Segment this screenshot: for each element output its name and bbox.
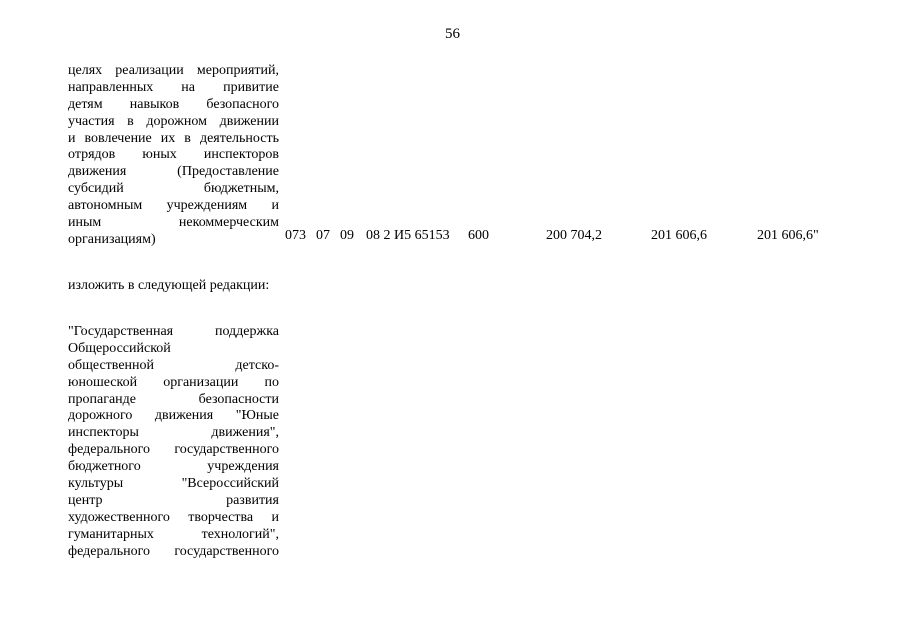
text-line: федерального государственного — [68, 442, 279, 458]
subsection-code-cell: 09 — [340, 228, 354, 243]
text-line: "Государственная поддержка — [68, 324, 279, 339]
text-line: направленных на привитие — [68, 79, 279, 95]
amount-cell: 200 704,2 — [546, 228, 602, 243]
amount-cell: 201 606,6 — [651, 228, 707, 243]
section-code-cell: 07 — [316, 228, 330, 243]
text-line: автономным учреждениям и — [68, 198, 279, 214]
text-line: центр развития — [68, 492, 279, 508]
text-line: целях реализации мероприятий, — [68, 63, 279, 78]
row2-name-cell — [68, 324, 279, 560]
text-line: юношеской организации по — [68, 374, 279, 390]
text-line: и вовлечение их в деятельность — [68, 130, 279, 146]
text-line: отрядов юных инспекторов — [68, 147, 279, 163]
text-line: Общероссийской — [68, 340, 171, 356]
text-line: художественного творчества и — [68, 509, 279, 525]
text-line: организациям) — [68, 231, 156, 247]
text-line: дорожного движения "Юные — [68, 408, 279, 424]
text-line: субсидий бюджетным, — [68, 181, 279, 197]
text-line: культуры "Всероссийский — [68, 476, 279, 492]
text-line: иным некоммерческим — [68, 215, 279, 231]
text-line: инспекторы движения", — [68, 425, 279, 441]
text-line: пропаганде безопасности — [68, 391, 279, 407]
row1-name-cell — [68, 63, 279, 249]
expense-type-cell: 600 — [468, 228, 489, 243]
amount-cell: 201 606,6" — [757, 228, 819, 243]
text-line: участия в дорожном движении — [68, 113, 279, 129]
page-number: 56 — [445, 26, 460, 42]
instruction-text: изложить в следующей редакции: — [68, 278, 270, 293]
text-line: бюджетного учреждения — [68, 459, 279, 475]
text-line: гуманитарных технологий", — [68, 526, 279, 542]
ministry-code-cell: 073 — [285, 228, 306, 243]
text-line: движения (Предоставление — [68, 164, 279, 180]
target-article-cell: 08 2 И5 65153 — [366, 228, 450, 243]
text-line: федерального государственного — [68, 543, 279, 559]
text-line: общественной детско- — [68, 357, 279, 373]
text-line: детям навыков безопасного — [68, 96, 279, 112]
